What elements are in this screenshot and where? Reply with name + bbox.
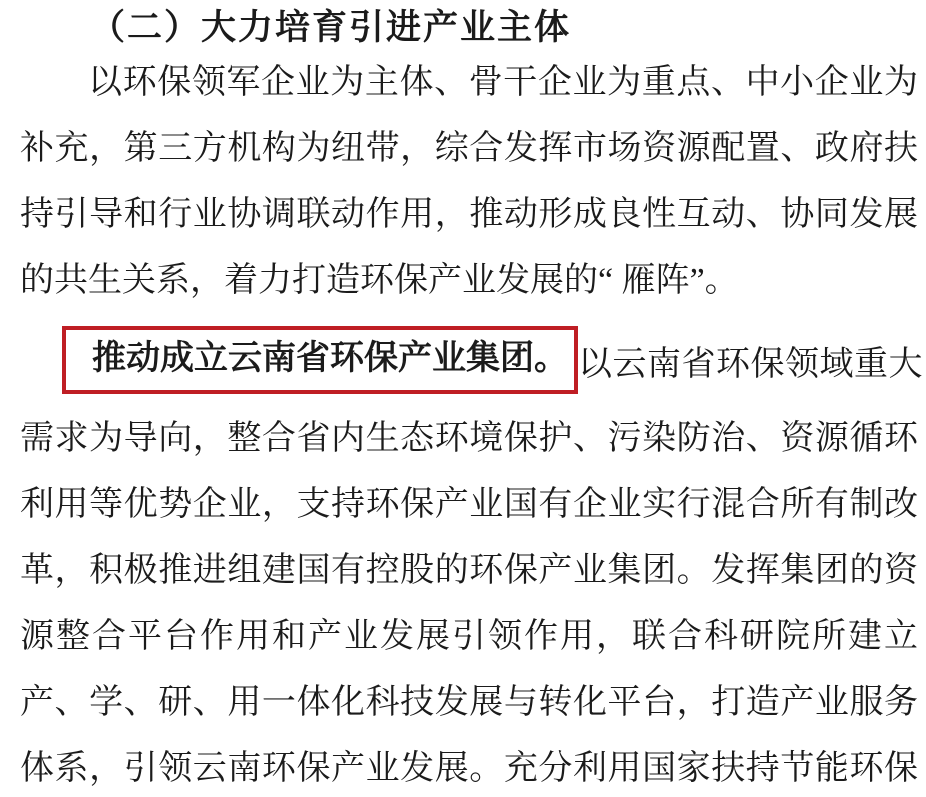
paragraph1-line-4: 的共生关系，着力打造环保产业发展的“ 雁阵”。 xyxy=(20,262,739,299)
highlighted-bold-text: 推动成立云南省环保产业集团。 xyxy=(92,340,568,377)
highlight-box xyxy=(62,326,578,394)
paragraph2-line-7: 体系，引领云南环保产业发展。充分利用国家扶持节能环保 xyxy=(20,750,918,787)
paragraph2-line-1-rest: 以云南省环保领域重大 xyxy=(578,345,923,383)
paragraph2-line-5: 源整合平台作用和产业发展引领作用，联合科研院所建立 xyxy=(20,618,918,655)
paragraph2-line-3: 利用等优势企业，支持环保产业国有企业实行混合所有制改 xyxy=(20,486,918,523)
paragraph2-line-2: 需求为导向，整合省内生态环境保护、污染防治、资源循环 xyxy=(20,420,918,457)
paragraph1-line-1: 以环保领军企业为主体、骨干企业为重点、中小企业为 xyxy=(88,64,918,101)
paragraph1-line-2: 补充，第三方机构为纽带，综合发挥市场资源配置、政府扶 xyxy=(20,130,918,167)
document-content xyxy=(20,0,923,797)
section-heading: （二）大力培育引进产业主体 xyxy=(90,8,572,47)
paragraph2-line-4: 革，积极推进组建国有控股的环保产业集团。发挥集团的资 xyxy=(20,552,918,589)
paragraph2-line-1 xyxy=(20,314,923,406)
paragraph1-line-3: 持引导和行业协调联动作用，推动形成良性互动、协同发展 xyxy=(20,196,918,233)
paragraph2-line-6: 产、学、研、用一体化科技发展与转化平台，打造产业服务 xyxy=(20,684,918,721)
